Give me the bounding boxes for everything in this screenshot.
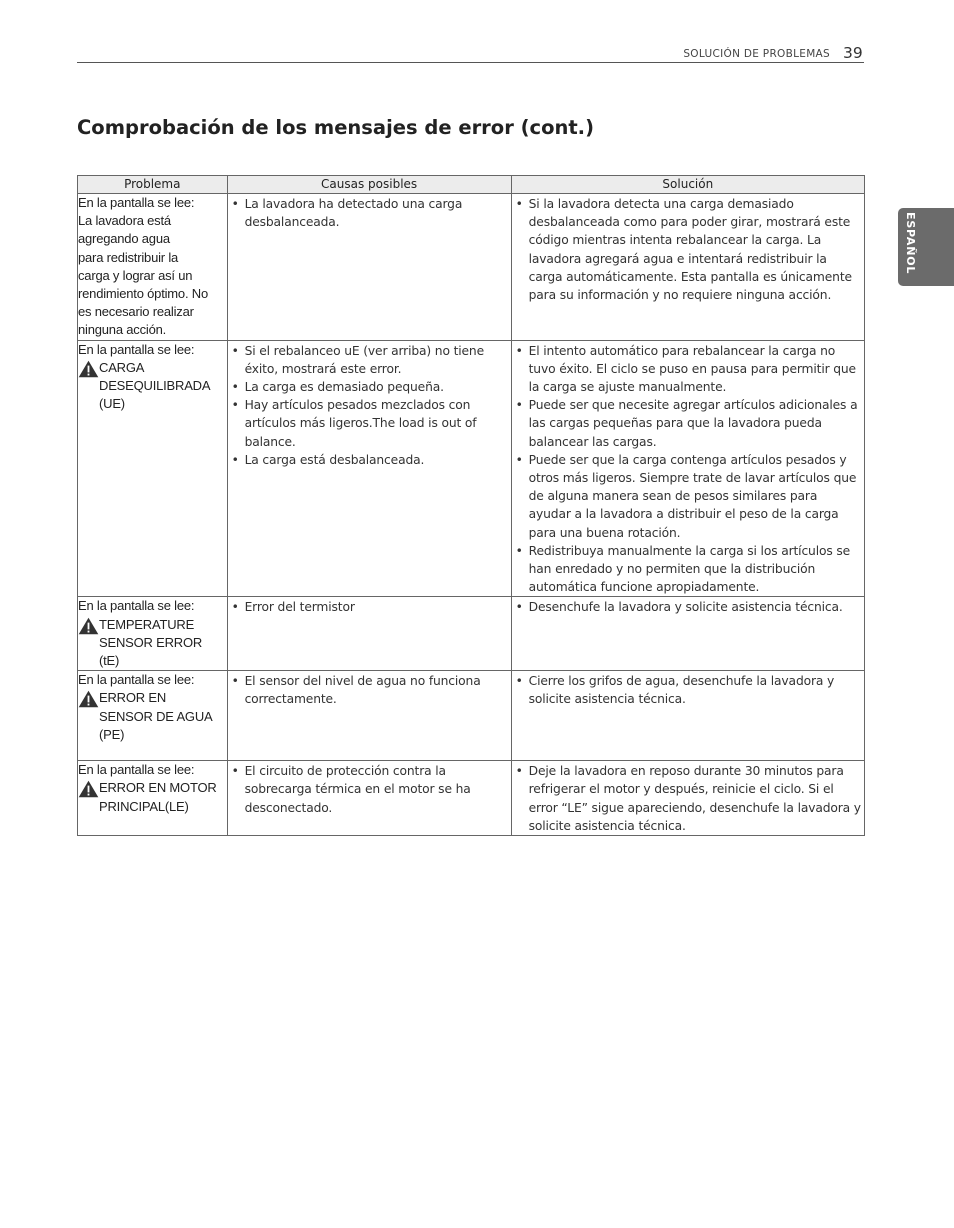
- table-row: [78, 671, 865, 761]
- solution-item: • Redistribuya manualmente la carga si los artículos se han enredado y no permiten que la distribución automática funcione apropiadamente.: [515, 542, 862, 597]
- language-side-tab-label: ESPAÑOL: [904, 212, 917, 275]
- solution-cell: [511, 194, 864, 341]
- solution-item: • Puede ser que la carga contenga artículos pesados y otros más ligeros. Siempre trate de lavar artículos que de alguna manera sean de pesos similares para ayudar a la lavadora a distribuir el peso de la carga para una buena rotación.: [515, 451, 862, 542]
- header-divider: [77, 62, 864, 63]
- problem-cell: [78, 194, 228, 341]
- table-row: [78, 340, 865, 597]
- solution-item: • Puede ser que necesite agregar artículos adicionales a las cargas pequeñas para que la lavadora pueda balancear las cargas.: [515, 396, 862, 451]
- problem-cell: [78, 671, 228, 761]
- solution-cell: [511, 671, 864, 761]
- problem-description: La lavadora está agregando agua para redistribuir la carga y lograr así un rendimiento óptimo. No es necesario realizar ninguna acción.: [78, 213, 208, 338]
- error-code-line: [78, 689, 227, 744]
- causes-cell: [227, 671, 511, 761]
- warning-icon: [78, 617, 99, 635]
- problem-lead: En la pantalla se lee:: [78, 598, 195, 614]
- column-header-problem: Problema: [78, 176, 228, 194]
- table-row: [78, 194, 865, 341]
- causes-cell: [227, 340, 511, 597]
- problem-lead: En la pantalla se lee:: [78, 672, 195, 688]
- solution-cell: [511, 340, 864, 597]
- warning-icon: [78, 780, 99, 798]
- running-header-section: SOLUCIÓN DE PROBLEMAS: [683, 48, 830, 60]
- cause-item: • La carga es demasiado pequeña.: [231, 378, 509, 396]
- problem-lead: En la pantalla se lee:: [78, 762, 195, 778]
- cause-item: • Si el rebalanceo uE (ver arriba) no tiene éxito, mostrará este error.: [231, 342, 509, 378]
- page-title: Comprobación de los mensajes de error (cont.): [77, 116, 594, 139]
- cause-item: • La lavadora ha detectado una carga desbalanceada.: [231, 195, 509, 231]
- causes-cell: [227, 194, 511, 341]
- error-code-text: ERROR EN MOTOR PRINCIPAL(LE): [99, 780, 217, 814]
- solution-cell: [511, 597, 864, 671]
- solution-item: • Cierre los grifos de agua, desenchufe la lavadora y solicite asistencia técnica.: [515, 672, 862, 708]
- cause-item: • El sensor del nivel de agua no funciona correctamente.: [231, 672, 509, 708]
- problem-cell: [78, 340, 228, 597]
- solution-item: • El intento automático para rebalancear la carga no tuvo éxito. El ciclo se puso en pausa para permitir que la carga se ajuste manualmente.: [515, 342, 862, 397]
- cause-item: • El circuito de protección contra la sobrecarga térmica en el motor se ha desconectado.: [231, 762, 509, 817]
- error-code-line: [78, 359, 227, 414]
- table-row: [78, 761, 865, 836]
- error-code-text: TEMPERATURE SENSOR ERROR (tE): [99, 616, 203, 669]
- table-row: [78, 597, 865, 671]
- error-code-text: CARGA DESEQUILIBRADA (UE): [99, 359, 211, 412]
- problem-cell: [78, 597, 228, 671]
- error-code-line: [78, 616, 227, 671]
- cause-item: • Error del termistor: [231, 598, 509, 616]
- causes-cell: [227, 761, 511, 836]
- cause-item: • Hay artículos pesados mezclados con artículos más ligeros.The load is out of balance.: [231, 396, 509, 451]
- page-number: 39: [843, 44, 863, 62]
- warning-icon: [78, 360, 99, 378]
- causes-cell: [227, 597, 511, 671]
- warning-icon: [78, 690, 99, 708]
- problem-lead: En la pantalla se lee:: [78, 195, 195, 210]
- error-code-text: ERROR EN SENSOR DE AGUA (PE): [99, 690, 213, 742]
- error-messages-table: [77, 175, 865, 836]
- solution-item: • Desenchufe la lavadora y solicite asistencia técnica.: [515, 598, 862, 616]
- solution-item: • Deje la lavadora en reposo durante 30 minutos para refrigerar el motor y después, reinicie el ciclo. Si el error “LE” sigue apareciendo, desenchufe la lavadora y solicite asistencia técnica.: [515, 762, 862, 835]
- column-header-causes: Causas posibles: [227, 176, 511, 194]
- cause-item: • La carga está desbalanceada.: [231, 451, 509, 469]
- problem-cell: [78, 761, 228, 836]
- problem-lead: En la pantalla se lee:: [78, 341, 195, 357]
- solution-item: • Si la lavadora detecta una carga demasiado desbalanceada como para poder girar, mostrará este código mientras intenta rebalancear la carga. La lavadora agregará agua e intentará redistribuir la carga automáticamente. Esta pantalla es únicamente para su información y no requiere ninguna acción.: [515, 195, 862, 304]
- error-code-line: [78, 779, 227, 815]
- table-header-row: [78, 176, 865, 194]
- language-side-tab: [898, 208, 954, 286]
- solution-cell: [511, 761, 864, 836]
- column-header-solution: Solución: [511, 176, 864, 194]
